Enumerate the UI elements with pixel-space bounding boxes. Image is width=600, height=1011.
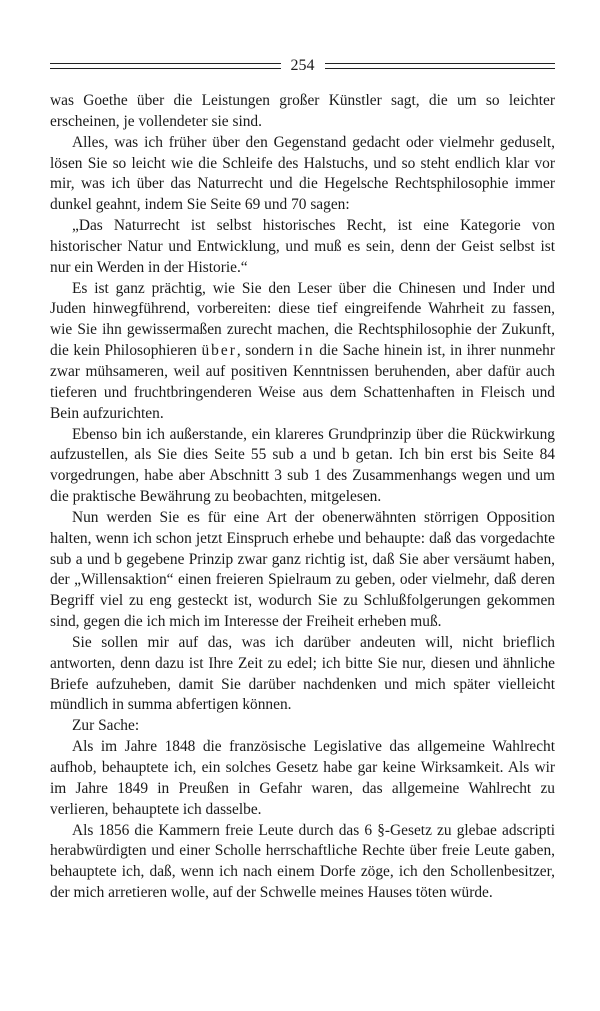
paragraph: Zur Sache: <box>72 717 140 735</box>
paragraph-text: Es ist ganz prächtig, wie Sie den Leser über die Chinesen und Inder und Juden hinwegführend, vorbereiten: diese tief eingreifende Wahrheit zu fassen, wie Sie ihn gewissermaßen zurecht machen, die Rechtsphilosophie der Zukunft, die kein Philosophieren <box>50 279 555 360</box>
paragraph: Sie sollen mir auf das, was ich darüber andeuten will, nicht brieflich antworten, denn dazu ist Ihre Zeit zu edel; ich bitte Sie nur, diesen und ähnliche Briefe aufzuheben, damit Sie darüber nachdenken und mich später vielleicht mündlich in summa abfertigen können. <box>50 633 555 714</box>
paragraph: Alles, was ich früher über den Gegenstand gedacht oder vielmehr geduselt, lösen Sie so leicht wie die Schleife des Halstuchs, und so steht endlich klar vor mir, was ich über das Naturrecht und die Hegelsche Rechtsphilosophie immer dunkel geahnt, indem Sie Seite 69 und 70 sagen: <box>50 133 555 214</box>
page-header <box>50 54 555 78</box>
paragraph: Nun werden Sie es für eine Art der obenerwähnten störrigen Opposition halten, wenn ich schon jetzt Einspruch erhebe und behaupte: daß das vorgedachte sub a und b gegebene Prinzip zwar ganz richtig ist, daß Sie aber versäumt haben, der „Willensaktion“ einen freieren Spielraum zu geben, oder vielmehr, daß deren Begriff viel zu eng gesteckt ist, wodurch Sie zu Schlußfolgerungen gekommen sind, gegen die ich mich im Interesse der Freiheit erheben muß. <box>50 508 555 631</box>
paragraph: Als 1856 die Kammern freie Leute durch das 6 §-Gesetz zu glebae adscripti herabwürdigten und einer Scholle herrschaftliche Rechte über freie Leute gaben, behauptete ich, daß, wenn ich nach einem Dorfe zöge, ich den Schollenbesitzer, der mich arretieren wolle, auf der Schwelle meines Hauses töten würde. <box>50 821 555 902</box>
header-rule-left <box>50 63 281 69</box>
emphasis-ueber: über <box>201 342 237 360</box>
paragraph-text: , sondern <box>236 342 299 360</box>
paragraph: was Goethe über die Leistungen großer Künstler sagt, die um so leichter erscheinen, je vollendeter sie sind. <box>50 92 555 130</box>
paragraph: Als im Jahre 1848 die französische Legislative das allgemeine Wahlrecht aufhob, behauptete ich, ein solches Gesetz habe gar keine Wirksamkeit. Als wir im Jahre 1849 in Preußen in Gefahr waren, das allgemeine Wahlrecht zu verlieren, behauptete ich dasselbe. <box>50 738 555 818</box>
paragraph-text: die Sache hinein ist, in ihrer nunmehr zwar mühsameren, weil auf positiven Kenntnissen beruhenden, aber dafür auch tieferen und fruchtbringenderen Weise aus dem Schattenhaften in Fleisch und Bein aufzurichten. <box>50 342 555 422</box>
paragraph: Ebenso bin ich außerstande, ein klareres Grundprinzip über die Rückwirkung aufzustellen, als Sie dies Seite 55 sub a und b getan. Ich bin erst bis Seite 84 vorgedrungen, habe aber Abschnitt 3 sub 1 des Zusammenhangs wegen und um die praktische Bewährung zu beobachten, mitgelesen. <box>50 425 555 506</box>
paragraph <box>50 279 555 425</box>
header-rule-right <box>325 63 556 69</box>
body-text <box>50 91 555 904</box>
emphasis-in: in <box>298 342 315 360</box>
quotation-paragraph: „Das Naturrecht ist selbst historisches Recht, ist eine Kategorie von historischer Natur und Entwicklung, und muß es sein, denn der Geist selbst ist nur ein Werden in der Historie.“ <box>50 217 555 276</box>
page-number: 254 <box>290 57 315 74</box>
